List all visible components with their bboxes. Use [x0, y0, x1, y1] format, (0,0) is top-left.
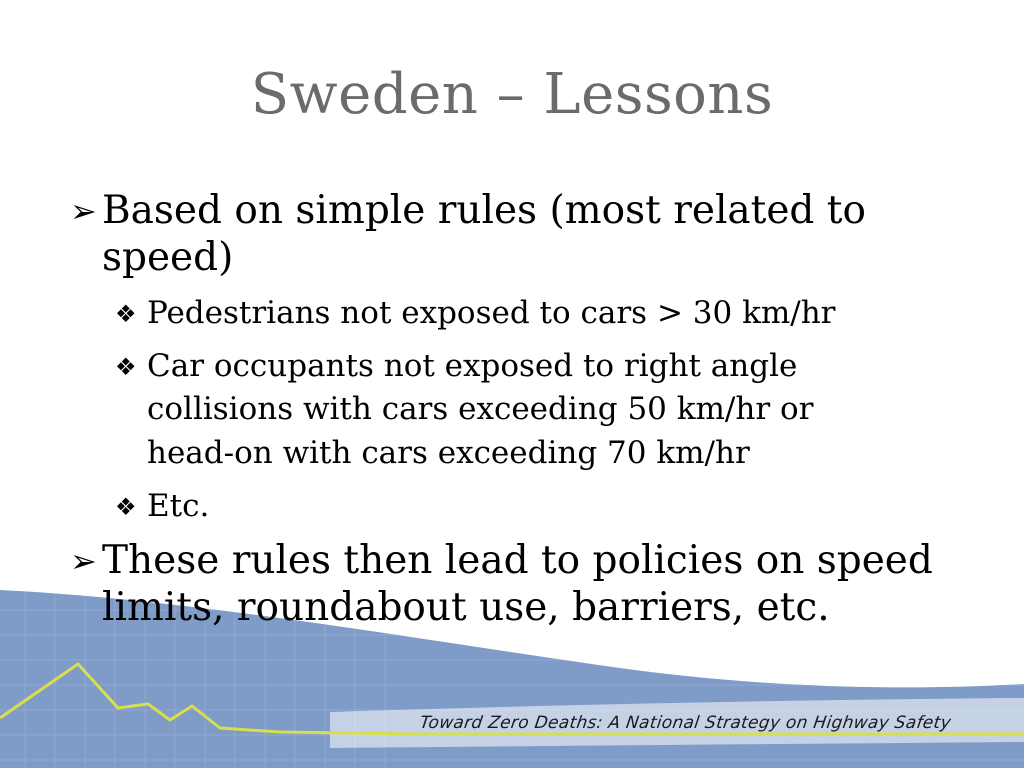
- arrow-bullet-icon: ➢: [70, 192, 97, 230]
- sub-bullet-text: Etc.: [147, 488, 210, 524]
- bullet-text: These rules then lead to policies on speed limits, roundabout use, barriers, etc.: [102, 538, 933, 630]
- sub-bullet-item: [115, 345, 875, 475]
- bullet-item: [70, 188, 950, 282]
- diamond-bullet-icon: ❖: [115, 493, 137, 521]
- sub-bullet-item: [115, 485, 895, 528]
- slide-title: Sweden – Lessons: [250, 62, 774, 127]
- bullet-text: Based on simple rules (most related to speed): [102, 188, 866, 280]
- bullet-item: [70, 538, 970, 632]
- arrow-bullet-icon: ➢: [70, 542, 97, 580]
- diamond-bullet-icon: ❖: [115, 353, 137, 381]
- sub-bullet-text: Pedestrians not exposed to cars > 30 km/hr: [147, 295, 836, 331]
- sub-bullet-item: [115, 292, 895, 335]
- sub-bullet-text: Car occupants not exposed to right angle collisions with cars exceeding 50 km/hr or head-on with cars exceeding 70 km/hr: [147, 348, 814, 471]
- diamond-bullet-icon: ❖: [115, 300, 137, 328]
- footer-tagline: Toward Zero Deaths: A National Strategy on Highway Safety: [418, 713, 953, 733]
